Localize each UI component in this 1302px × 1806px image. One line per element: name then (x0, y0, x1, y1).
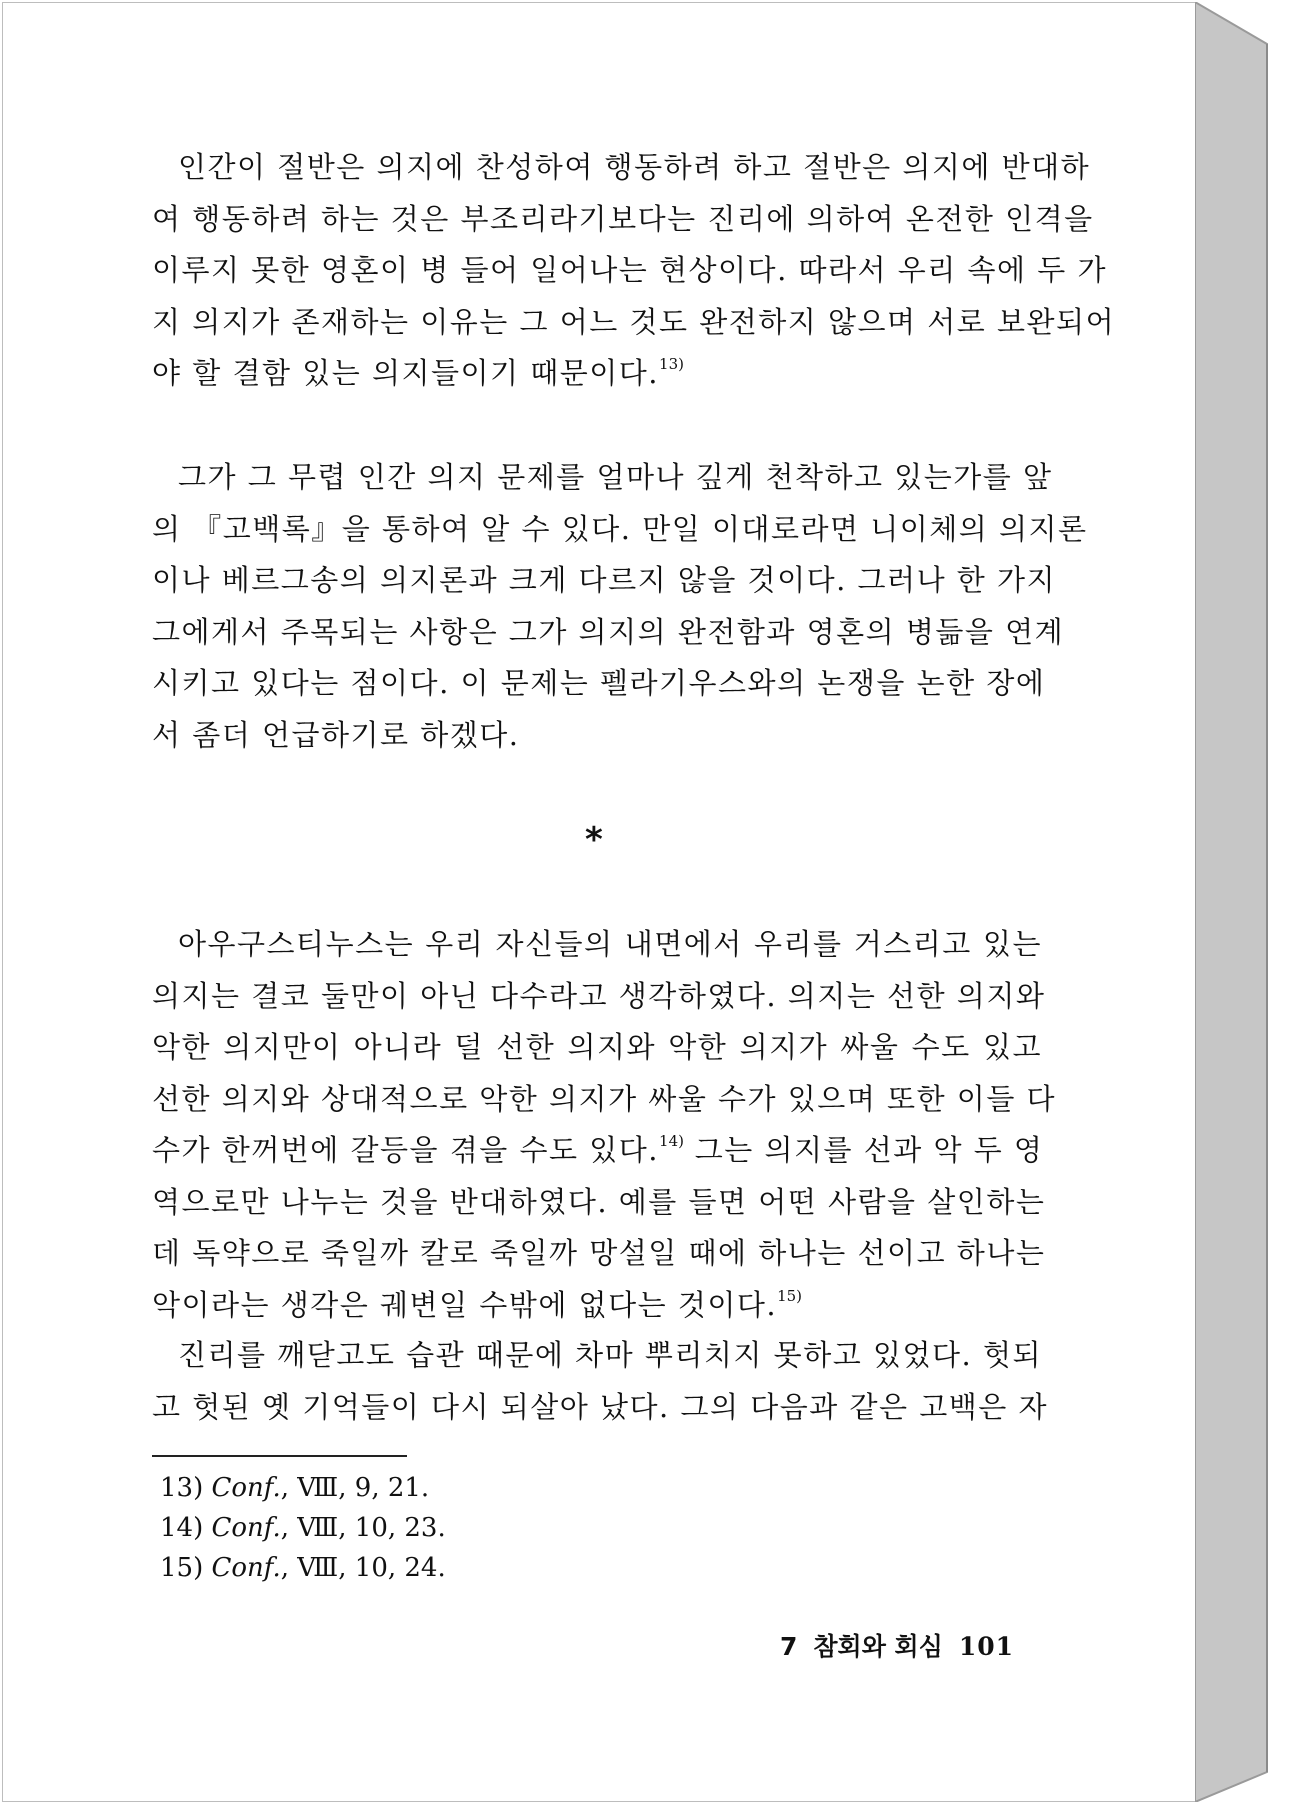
footnote-number: 14) (160, 1513, 204, 1543)
text-line: 이루지 못한 영혼이 병 들어 일어나는 현상이다. 따라서 우리 속에 두 가 (152, 253, 1108, 287)
text-line: 아우구스티누스는 우리 자신들의 내면에서 우리를 거스리고 있는 (178, 927, 1042, 961)
text-line: 지 의지가 존재하는 이유는 그 어느 것도 완전하지 않으며 서로 보완되어 (152, 304, 1116, 339)
text-line-mixed (152, 1125, 1042, 1177)
footnote-work: Conf. (211, 1473, 281, 1503)
page-stack-edge (1195, 2, 1285, 1802)
text-line: 선한 의지와 상대적으로 악한 의지가 싸울 수가 있으며 또한 이들 다 (152, 1081, 1057, 1116)
text-line: 서 좀더 언급하기로 하겠다. (152, 717, 520, 752)
text-line: 시키고 있다는 점이다. 이 문제는 펠라기우스와의 논쟁을 논한 장에 (152, 666, 1046, 700)
text-line: 데 독약으로 죽일까 칼로 죽일까 망설일 때에 하나는 선이고 하나는 (152, 1236, 1046, 1270)
text-line-last (152, 1280, 1042, 1332)
text-line: 의지는 결코 둘만이 아닌 다수라고 생각하였다. 의지는 선한 의지와 (152, 978, 1046, 1013)
paragraph-1 (152, 142, 1116, 400)
text-line: 의 『고백록』을 통하여 알 수 있다. 만일 이대로라면 니이체의 의지론 (152, 511, 1088, 546)
text-line: 그가 그 무렵 인간 의지 문제를 얼마나 깊게 천착하고 있는가를 앞 (178, 460, 1053, 494)
text-line: 수가 한꺼번에 갈등을 겪을 수도 있다. (152, 1133, 660, 1167)
text-line: 악한 의지만이 아니라 덜 선한 의지와 악한 의지가 싸울 수도 있고 (152, 1030, 1042, 1064)
paragraph-2 (152, 452, 1088, 761)
footnote-14 (160, 1508, 446, 1548)
text-line: 진리를 깨닫고도 습관 때문에 차마 뿌리치지 못하고 있었다. 헛되 (178, 1338, 1042, 1372)
chapter-title: 참회와 회심 (813, 1632, 943, 1661)
footnote-15 (160, 1548, 446, 1588)
footnote-ref: , Ⅷ, 10, 24. (280, 1553, 446, 1583)
text-line: 역으로만 나누는 것을 반대하였다. 예를 들면 어떤 사람을 살인하는 (152, 1184, 1046, 1219)
footnote-number: 15) (160, 1553, 204, 1583)
running-footer (780, 1627, 1030, 1663)
text-line: 야 할 결함 있는 의지들이기 때문이다. (152, 356, 660, 390)
footnotes (160, 1468, 446, 1588)
footnote-number: 13) (160, 1473, 204, 1503)
text-line: 이나 베르그송의 의지론과 크게 다르지 않을 것이다. 그러나 한 가지 (152, 563, 1057, 597)
footnote-13 (160, 1468, 446, 1508)
text-line: 그에게서 주목되는 사항은 그가 의지의 완전함과 영혼의 병듦을 연계 (152, 614, 1065, 649)
footnote-ref-13[interactable]: 13) (659, 355, 684, 373)
paragraph-4 (152, 1330, 1048, 1433)
chapter-number: 7 (780, 1632, 798, 1661)
footnote-ref: , Ⅷ, 10, 23. (280, 1513, 446, 1543)
page-number: 101 (958, 1632, 1015, 1661)
footnote-work: Conf. (211, 1513, 281, 1543)
text-line: 인간이 절반은 의지에 찬성하여 행동하려 하고 절반은 의지에 반대하 (178, 150, 1091, 184)
footnote-ref: , Ⅷ, 9, 21. (280, 1473, 430, 1503)
text-line: 여 행동하려 하는 것은 부조리라기보다는 진리에 의하여 온전한 인격을 (152, 201, 1094, 236)
paragraph-3 (152, 919, 1057, 1331)
footnote-ref-15[interactable]: 15) (777, 1286, 803, 1305)
text-line: 고 헛된 옛 기억들이 다시 되살아 났다. 그의 다음과 같은 고백은 자 (152, 1389, 1048, 1424)
text-line-tail: 그는 의지를 선과 악 두 영 (683, 1133, 1044, 1167)
footnote-divider (152, 1455, 407, 1457)
text-line-last (152, 348, 1042, 400)
footnote-work: Conf. (211, 1553, 281, 1583)
section-separator: * (585, 820, 603, 860)
text-line: 악이라는 생각은 궤변일 수밖에 없다는 것이다. (152, 1287, 778, 1322)
footnote-ref-14[interactable]: 14) (659, 1132, 684, 1150)
